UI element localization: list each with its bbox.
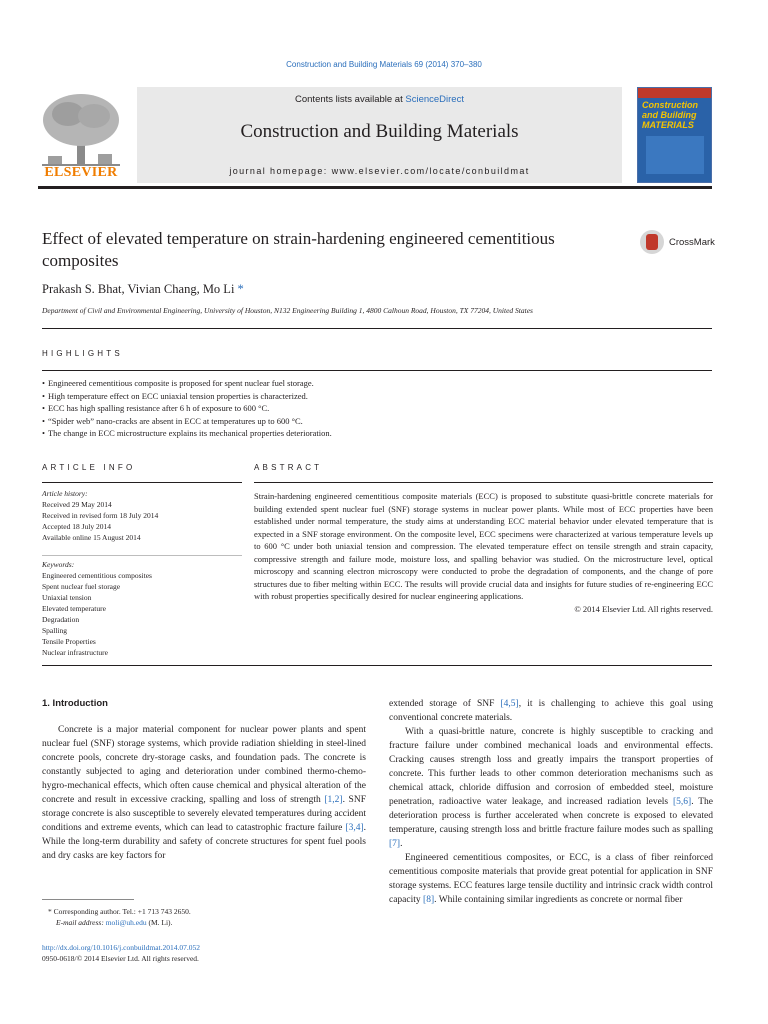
cover-title: Construction and Building MATERIALS xyxy=(642,100,698,130)
footnote-mark: * xyxy=(48,907,54,916)
crossmark-label: CrossMark xyxy=(669,237,715,248)
history-item: Received 29 May 2014 xyxy=(42,500,112,509)
email-line: E-mail address: moli@uh.edu (M. Li). xyxy=(56,918,173,927)
issn-line: 0950-0618/© 2014 Elsevier Ltd. All rights reserved. xyxy=(42,954,199,963)
citation-link[interactable]: [7] xyxy=(389,839,401,849)
article-history xyxy=(42,488,242,543)
highlights-list xyxy=(42,377,712,440)
footnote xyxy=(42,906,366,928)
article-title: Effect of elevated temperature on strain-hardening engineered cementitious composites xyxy=(42,229,555,270)
keywords-divider xyxy=(42,555,242,556)
keyword: Spalling xyxy=(42,626,68,635)
elsevier-wordmark: ELSEVIER xyxy=(44,165,118,180)
highlight-item: • The change in ECC microstructure explains its mechanical properties deterioration. xyxy=(42,427,712,440)
paragraph: extended storage of SNF [4,5], it is challenging to achieve this goal using conventional concrete materials. xyxy=(389,699,713,723)
keywords xyxy=(42,559,242,658)
highlights-heading: HIGHLIGHTS xyxy=(42,349,123,358)
section-heading-introduction: 1. Introduction xyxy=(42,698,108,709)
citation-link[interactable]: [5,6] xyxy=(672,797,692,807)
body-divider xyxy=(42,665,712,666)
keyword: Nuclear infrastructure xyxy=(42,648,109,657)
citation-link[interactable]: [4,5] xyxy=(500,699,519,709)
corresponding-author-mark[interactable]: * xyxy=(237,282,244,296)
cover-top-band xyxy=(638,88,711,98)
journal-cover-thumbnail[interactable] xyxy=(637,87,712,183)
journal-homepage[interactable]: journal homepage: www.elsevier.com/locate/conbuildmat xyxy=(229,166,530,176)
keyword: Engineered cementitious composites xyxy=(42,571,152,580)
intro-left-column xyxy=(42,723,366,863)
keywords-label: Keywords: xyxy=(42,560,75,569)
abstract-heading: ABSTRACT xyxy=(254,463,323,472)
highlight-item: • Engineered cementitious composite is proposed for spent nuclear fuel storage. xyxy=(42,377,712,390)
cover-image xyxy=(646,136,704,174)
sciencedirect-link[interactable]: ScienceDirect xyxy=(405,94,464,105)
paragraph: With a quasi-brittle nature, concrete is highly susceptible to cracking and fracture failure under combined mechanical loads and environmental effects. Cracking causes strength loss and greatly impairs the transport properties of concrete. This further leads to other common deterioration mechanisms such as chemical attack, chloride diffusion and corrosion of embedded steel, moisture penetration, radioactive water leakage, and increased radiation levels [5,6]. The deterioration process is further accelerated when concrete is exposed to elevated temperature, causing strength loss and brittle fracture failure modes such as spalling [7]. xyxy=(389,727,713,849)
contents-line xyxy=(137,94,622,105)
history-item: Accepted 18 July 2014 xyxy=(42,522,111,531)
citation-link[interactable]: [1,2] xyxy=(324,795,343,805)
page-footer xyxy=(42,942,200,964)
title-divider xyxy=(42,328,712,329)
history-item: Available online 15 August 2014 xyxy=(42,533,141,542)
crossmark-icon xyxy=(640,230,664,254)
keyword: Spent nuclear fuel storage xyxy=(42,582,121,591)
paragraph: Concrete is a major material component for nuclear power plants and spent nuclear fuel (SNF) storage systems, which provide radiation shielding in steel-lined concrete pools, concrete dry-storage casks, and foundation pads. The concrete is constantly subjected to aging and deterioration under combined thermo-chemo-hygro-mechanical effects, which often cause chemical and physical alteration of the concrete and result in excessive cracking, spalling and loss of strength [1,2]. SNF storage concrete is also susceptible to severely elevated temperatures during accident conditions and extreme events, which can lead to catastrophic fracture failure [3,4]. While the long-term durability and safety of concrete structures for spent fuel pools and dry casks are key factors for xyxy=(42,725,366,861)
citation-link[interactable]: [3,4] xyxy=(345,823,364,833)
keyword: Tensile Properties xyxy=(42,637,96,646)
history-label: Article history: xyxy=(42,489,88,498)
footnote-rule xyxy=(42,899,134,900)
paragraph: Engineered cementitious composites, or ECC, is a class of fiber reinforced cementitious composite materials that provide great potential for application in SNF storage systems. ECC features large tensile ductility and intrinsic crack width control capacity [8]. While containing similar ingredients as concrete or normal fiber xyxy=(389,853,713,905)
highlight-item: • ECC has high spalling resistance after 6 h of exposure to 600 °C. xyxy=(42,402,712,415)
journal-citation[interactable]: Construction and Building Materials 69 (2014) 370–380 xyxy=(286,60,482,69)
affiliation: Department of Civil and Environmental Engineering, University of Houston, N132 Engineering Building 1, 4800 Calhoun Road, Houston, TX 77204, United States xyxy=(42,306,533,315)
keyword: Degradation xyxy=(42,615,80,624)
email-link[interactable]: moli@uh.edu xyxy=(105,918,147,927)
abstract-divider xyxy=(254,482,713,483)
contents-prefix: Contents lists available at xyxy=(295,94,406,105)
highlight-item: • “Spider web” nano-cracks are absent in ECC at temperatures up to 600 °C. xyxy=(42,415,712,428)
crossmark-badge[interactable] xyxy=(640,230,715,258)
abstract-copyright: © 2014 Elsevier Ltd. All rights reserved. xyxy=(574,603,713,614)
header-rule xyxy=(38,186,712,189)
highlight-item: • High temperature effect on ECC uniaxial tension properties is characterized. xyxy=(42,390,712,403)
keyword: Elevated temperature xyxy=(42,604,106,613)
author-list xyxy=(42,282,244,297)
abstract-body xyxy=(254,490,713,615)
intro-right-column xyxy=(389,697,713,907)
doi-link[interactable]: http://dx.doi.org/10.1016/j.conbuildmat.2014.07.052 xyxy=(42,943,200,952)
authors-text: Prakash S. Bhat, Vivian Chang, Mo Li xyxy=(42,282,235,296)
article-info-heading: ARTICLE INFO xyxy=(42,463,136,472)
highlights-divider xyxy=(42,370,712,371)
article-info-divider xyxy=(42,482,242,483)
abstract-text: Strain-hardening engineered cementitious composite materials (ECC) is proposed to substitute quasi-brittle concrete materials for building extended spent nuclear fuel (SNF) storage systems in nuclear power plants. While most of ECC properties have been established under normal temperature, the study aims at understanding ECC material behavior under elevated temperature that is expected in a SNF storage environment. On the composite level, ECC specimens were characterized at various temperature levels up to 600 °C under both uniaxial tension and compression. The elevated temperature effect on tensile strength and strain capacity, compressive strength and failure mode, moisture loss, and spalling behavior was studied. On the microstructure level, optical microscopy and scanning electron microscopy were conducted to probe the degradation of components, and the change of pore structures due to fiber melting within ECC. The results will provide crucial data and insights for future studies of re-engineering ECC with robust properties specifically desired for nuclear engineering applications. xyxy=(254,491,713,601)
citation-link[interactable]: [8] xyxy=(423,895,435,905)
history-item: Received in revised form 18 July 2014 xyxy=(42,511,159,520)
keyword: Uniaxial tension xyxy=(42,593,92,602)
journal-title: Construction and Building Materials xyxy=(240,121,519,142)
corresponding-author-note: * Corresponding author. Tel.: +1 713 743 2650. xyxy=(48,907,191,916)
